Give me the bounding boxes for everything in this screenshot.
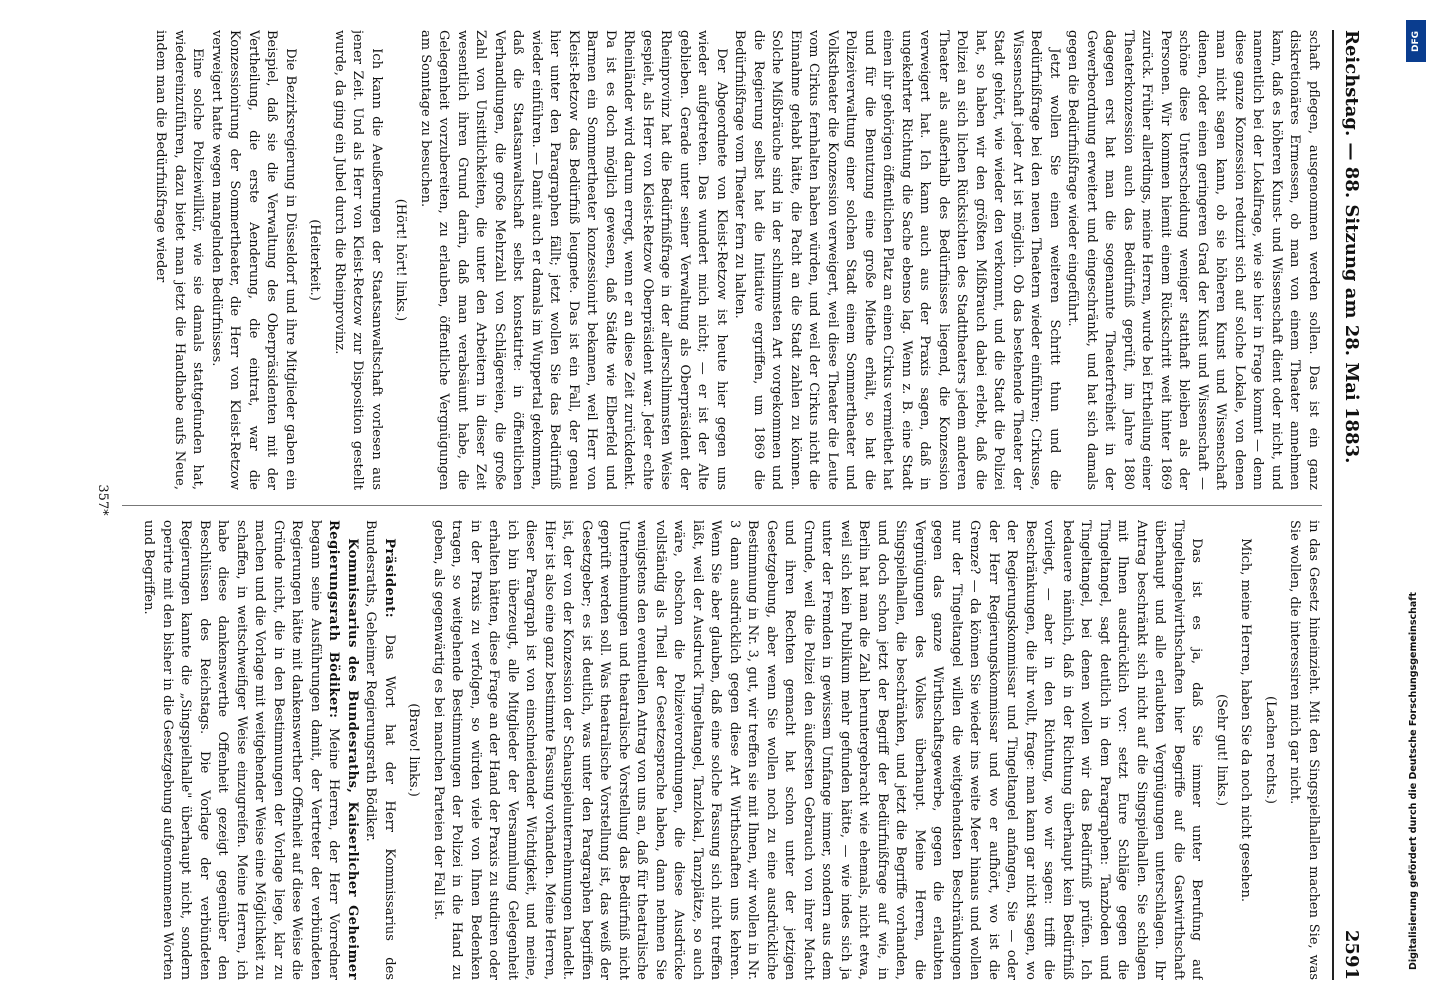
speech-text: Meine Herren, der Herr Vorredner begann seine Ausführungen damit, der Vertreter der verbündeten Regierungen hätte mit dankenswerther Offenheit auf diese Weise die Gründe nicht, die in den Bestimmungen der Vorlage liege, klar zu machen und die Vorlage mit weitgehender Weise eine Möglichkeit zu schaffen, in weitschweifiger Weise einzugreifen. Meine Herren, ich habe diese dankenswerthe Offenheit gezeigt gegenüber den Beschlüssen des Reichstags. Die Vorlage der verbündeten Regierungen kannte die „Singspielhalle" überhaupt nicht, sondern operirte mit den bisher in die Gesetzgebung aufgenommenen Worten und Begriffen.: [141, 520, 342, 980]
text-column-right: [122, 520, 1322, 980]
interjection: (Heiterkeit.): [307, 219, 323, 301]
signature-mark: 357*: [95, 484, 110, 516]
paragraph: Jetzt wollen Sie einen weiteren Schritt thun und die Bedürfnißfrage bei den neuen Theatern wieder einführen; Cirkusse, Wissenschaft jeder Art ist möglich. Ob das bestehende Theater der Stadt gehört, wie wieder den verkommt, und die Stadt die Polizei hat, so haben wir den größten Mißbrauch dabei erlebt, daß die Polizei an sich lichen Rücksichten des Stadttheaters jedem anderen Theater als außerhalb des Bedürfnisses liegend, die Konzession verweigert hat. Ich kann auch aus der Praxis sagen, daß in ungekehrter Richtung die Sache ebenso lag. Wenn z. B. eine Stadt einen ihr gehörigen öffentlichen Platz an einen Cirkus vermiethet hat und für die Benutzung eine große Miethe erhält, so hat die Polizeiverwaltung einer solchen Stadt einem Sommertheater und Volkstheater die Konzession verweigert, weil diese Theater die Leute vom Cirkus fernhalten haben würden, und weil der Cirkus nicht die Einnahme gehabt hätte, die Pacht an die Stadt zahlen zu können. Solche Mißbräuche sind in der schlimmsten Art vorgekommen und die Regierung selbst hat die Initiative ergriffen, um 1869 die Bedürfnißfrage vom Theater fern zu halten.: [732, 30, 1062, 490]
interjection: (Lachen rechts.): [1263, 696, 1278, 804]
interjection: (Bravo! links.): [406, 703, 422, 797]
paragraph: Der Abgeordnete von Kleist-Retzow ist heute hier gegen uns wieder aufgetreten. Das wundert mich nicht; — er ist der Alte geblieben. Gerade unter seiner Verwaltung als Oberpräsident der Rheinprovinz hat die Bedürfnißfrage in der allerschlimmsten Weise gespielt, als Herr von Kleist-Retzow Oberpräsident war. Jeder echte Rheinländer wird darum erregt, wenn er an diese Zeit zurückdenkt. Da ist es doch möglich gewesen, daß Städte wie Elberfeld und Barmen ein Sommertheater konzessionirt bekamen, weil Herr von Kleist-Retzow das Bedürfniß leugnete. Das ist ein Fall, der genau hier unter den Paragraphen fällt; jetzt wollen Sie das Bedürfniß wieder einführen. — Damit auch er damals im Wuppertal gekommen, daß die Staatsanwaltschaft selbst konstatirte: in öffentlichen Verhandlungen, die große Mehrzahl von Schlägereien, die große Zahl von Unsittlichkeiten, die unter den Arbeitern in dieser Zeit wesentlich ihren Grund darin, daß man verabsäumt habe, die Gelegenheit vorzubereiten, zu erlauben, öffentliche Vergnügungen am Sonntage zu besuchen.: [418, 30, 729, 490]
paragraph: Mich, meine Herren, haben Sie da noch nicht gesehen.: [1238, 538, 1254, 902]
interjection: (Sehr gut! links.): [1214, 693, 1229, 807]
paragraph: in das Gesetz hineinzieht. Mit den Singspielhallen machen Sie, was Sie wollen, die interessiren mich gar nicht.: [1287, 520, 1321, 980]
paragraph: Ich kann die Aeußerungen der Staatsanwaltschaft vorlesen aus jener Zeit. Und als Herr von Kleist-Retzow zur Disposition gestellt wurde, da ging ein Jubel durch die Rheinprovinz.: [332, 30, 384, 490]
text-column-left: [122, 30, 1322, 490]
speech-text: Das Wort hat der Herr Kommissarius des Bundesraths, Geheimer Regierungsrath Bödiker.: [363, 520, 397, 980]
paragraph: schaft pflegen, ausgenommen werden sollen. Das ist ein ganz diskretionäres Ermessen, ob man von einem Theater annehmen kann, daß es höheren Kunst- und Wissenschaft dient oder nicht, und namentlich bei der Lokalfrage, wie sie hier in Frage kommt — denn diese ganze Konzession reduzirt sich auf solche Lokale, von denen man nicht sagen kann, ob sie höheren Kunst und Wissenschaft dienen, oder einen geringeren Grad der Kunst und Wissenschaft — schöne diese Unterscheidung weniger statthaft bleiben als der Personen. Wir kommen hiemit einem Rückschritt weit hinter 1869 zurück. Früher allerdings, meine Herren, wurde bei Ertheilung einer Theaterkonzession auch das Bedürfniß geprüft, im Jahre 1880 dagegen erst hat man die sogenannte Theaterfreiheit in der Gewerbeordnung erweitert und eingeschränkt, und hat sich damals gegen die Bedürfnißfrage wieder eingeführt.: [1065, 30, 1321, 490]
paragraph: [361, 520, 398, 980]
interjection: (Hört! hört! links.): [393, 198, 409, 322]
page-number: 2591: [1341, 929, 1362, 980]
running-head: Reichstag. — 88. Sitzung am 28. Mai 1883.: [1341, 30, 1362, 464]
speaker-name: Kommissarius des Bundesraths, Kaiserlicher Geheimer Regierungsrath Bödiker:: [326, 520, 360, 980]
paragraph: Die Bezirksregierung in Düsseldorf und ihre Mitglieder gaben ein Beispiel, daß sie die Verwaltung des Oberpräsidenten mit der Vertheilung, die erste Aenderung, die eintrat, war die Konzessionirung der Sommertheater, die Herr von Kleist-Retzow verweigert hatte wegen mangelnden Bedürfnisses.: [209, 30, 298, 490]
side-strip: [1400, 0, 1432, 1000]
paragraph: Das ist es ja, daß Sie immer unter Berufung auf Tingeltangelwirthschaften hier Begriffe auf die Gastwirthschaft überhaupt und alle erlaubten Vergnügungen unterschlagen. Ihr Antrag beschränkt sich nicht auf die Singspielhallen. Sie schlagen mit Ihnen ausdrücklich vor: setzt Eure Schläge gegen die Tingeltangel, sagt deutlich in dem Paragraphen: Tanzboden und Tingeltangel, bei denen wollen wir das Bedürfniß prüfen. Ich bedauere nämlich, daß in der Richtung überhaupt kein Bedürfniß vorliegt, — aber in den Richtung, wo wir sagen: trifft die Beschränkungen, die ihr wollt, frage: man kann gar nicht sagen, wo der Regierungskommissar und Tingeltangel anfangen, Sie — oder der Herr Regierungskommissar und wo er aufhört, wo ist die Grenze? — da können Sie wieder ins weite Meer hinaus und wollen nur der Tingeltangel willen die weitgehendsten Beschränkungen gegen das ganze Wirthschaftsgewerbe, gegen die erlaubten Vergnügungen des Volkes überhaupt. Meine Herren, die Singspielhallen, die beschränken, und jetzt die Begriffe vorhanden, und doch schon jetzt der Begriff der Bedürfnißfrage auf wie, in Berlin hat man die Zahl heruntergebracht wie ehemals, nicht etwa, weil sich kein Publikum mehr gefunden hätte, — wie indes sich ja unter der Fremden in gewissem Umfange immer, sondern aus dem Grunde, weil die Polizei den äußersten Gebrauch von ihrer Macht und ihren Rechten gemacht hat schon unter der jetzigen Gesetzgebung, aber wenn Sie wollen noch zu eine ausdrückliche Bestimmung in Nr. 3, gut, wir treffen sie mit Ihnen, wir wollen in Nr. 3 dann ausdrücklich gegen diese Art Wirthschaften uns kehren. Wenn Sie aber glauben, daß eine solche Fassung sich nicht treffen läßt, weil der Ausdruck Tingeltangel, Tanzlokal, Tanzplätze, so auch wäre, obschon die Polizeiverordnungen, die diese Ausdrücke vollständig als Theil der Gesetzesprache haben, dann nehmen Sie wenigstens den eventuellen Antrag von uns an, daß für theatralische Unternehmungen und theatralische Vorstellung das Bedürfniß nicht geprüft werden soll. Was theatralische Vorstellung ist, das weiß der Gesetzgeber; es ist deutlich, was unter den Paragraphen begriffen ist, der von der Konzession der Schauspielunternehmungen handelt. Hier ist also eine ganz bestimmte Fassung vorhanden. Meine Herren, dieser Paragraph ist von einschneidender Wichtigkeit, und meine, ich bin überzeugt, alle Mitglieder der Versammlung Gelegenheit erhalten hätten, diese Frage an der Hand der Praxis zu studiren oder in der Praxis zu verfolgen, so würden viele von Ihnen Bedenken tragen, so weitgehende Bestimmungen der Polizei in die Hand zu geben, als gegenwärtig es bei manchen Parteien der Fall ist.: [431, 520, 1205, 980]
page-header: [1330, 30, 1366, 980]
paragraph: [139, 520, 361, 980]
header-rule: [1332, 30, 1334, 980]
column-divider: [122, 505, 1322, 506]
funding-credit: Digitalisierung gefördert durch die Deutsche Forschungsgemeinschaft: [1408, 592, 1419, 970]
paragraph: Eine solche Polizeiwillkür, wie sie damals stattgefunden hat, wiedereinzuführen, dazu bietet man jetzt die Handhabe aufs Neue, indem man die Bedürfnißfrage wieder: [153, 30, 206, 490]
dfg-logo: DFG: [1406, 20, 1426, 62]
speaker-name: Präsident:: [382, 538, 397, 619]
